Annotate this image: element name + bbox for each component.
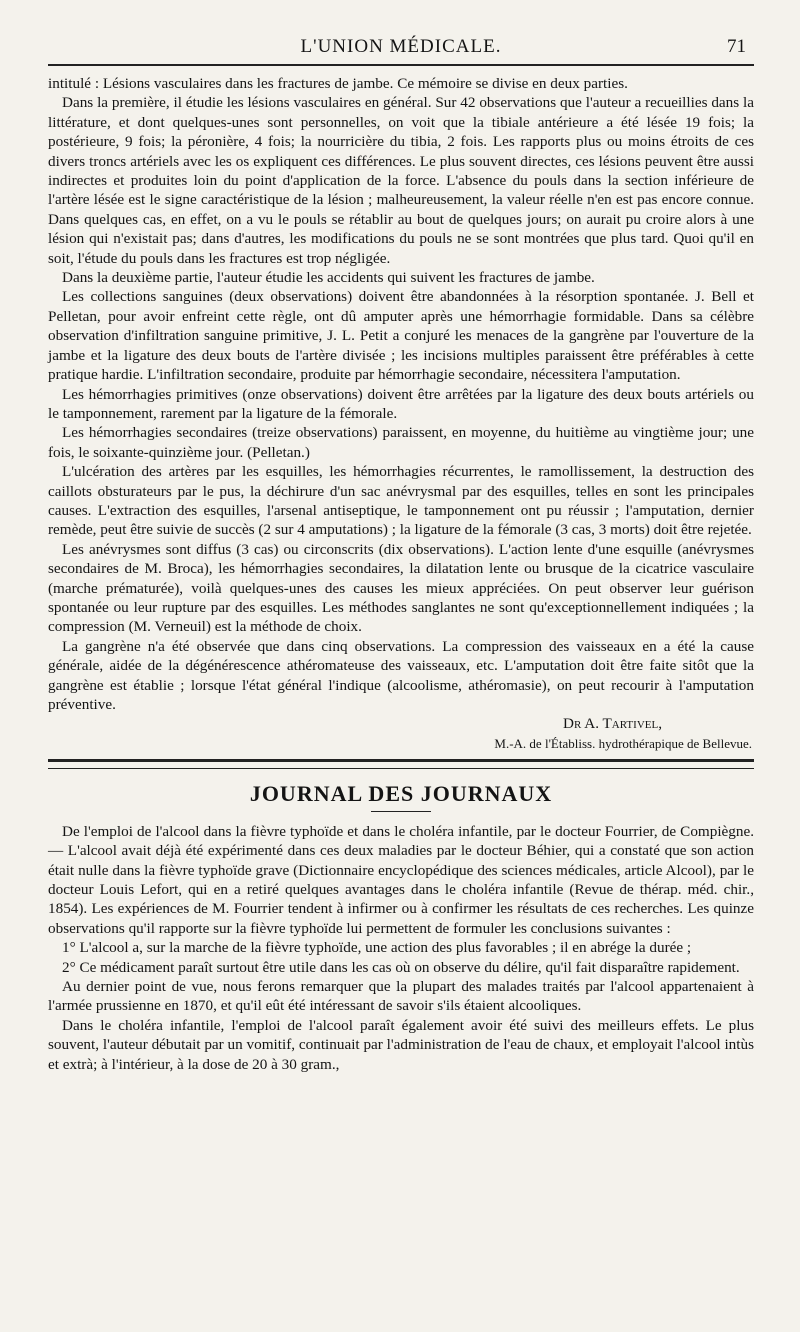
article1-paragraph-8: Les anévrysmes sont diffus (3 cas) ou circonscrits (dix observations). L'action lente d'une esquille (anévrysmes secondaires de M. Broca), les hémorrhagies secondaires, la dilatation lente ou brusque de la cicatrice vasculaire (marche prématurée), voilà quelques-unes des causes les mieux appréciées. On peut observer leur guérison spontanée ou leur rupture par des esquilles. Les méthodes sanglantes ne sont qu'exceptionnellement indiquées ; la compression (M. Verneuil) est la méthode de choix.: [48, 540, 754, 636]
article2-paragraph-2: 1° L'alcool a, sur la marche de la fièvre typhoïde, une action des plus favorables ; il en abrége la durée ;: [62, 939, 692, 957]
section-title: JOURNAL DES JOURNAUX: [249, 780, 553, 806]
article2-paragraph-3: 2° Ce médicament paraît surtout être utile dans les cas où on observe du délire, qu'il fait disparaître rapidement.: [62, 958, 740, 976]
section-divider: [48, 759, 754, 769]
title-underline: [371, 811, 431, 812]
page-body: [48, 74, 754, 1074]
article1-paragraph-3: Dans la deuxième partie, l'auteur étudie les accidents qui suivent les fractures de jambe.: [62, 269, 595, 287]
running-title: L'UNION MÉDICALE.: [300, 36, 502, 57]
author-affiliation: M.-A. de l'Établiss. hydrothérapique de Bellevue.: [494, 735, 752, 751]
author-signature: Dr A. Tartivel,: [562, 715, 662, 733]
article1-paragraph-6: Les hémorrhagies secondaires (treize observations) paraissent, en moyenne, du huitième au vingtième jour; une fois, le soixante-quinzième jour. (Pelletan.): [48, 424, 754, 461]
article2-paragraph-4: Au dernier point de vue, nous ferons remarquer que la plupart des malades traités par l'alcool appartenaient à l'armée prussienne en 1870, et qu'il eût été intéressant de savoir s'ils étaient alcooliques.: [48, 978, 754, 1015]
page-number: 71: [727, 36, 746, 57]
article2-paragraph-5: Dans le choléra infantile, l'emploi de l'alcool paraît également avoir été suivi des meilleurs effets. Le plus souvent, l'auteur débutait par un vomitif, continuait par l'administration de l'eau de chaux, et employait l'alcool intùs et extrà; à l'intérieur, à la dose de 20 à 30 gram.,: [48, 1016, 754, 1073]
article1-paragraph-4: Les collections sanguines (deux observations) doivent être abandonnées à la résorption spontanée. J. Bell et Pelletan, pour avoir enfreint cette règle, ont dû amputer après une hémorrhagie formidable. Dans sa célèbre observation d'infiltration sanguine primitive, J. L. Petit a conjuré les menaces de la gangrène par l'ouverture de la jambe et la ligature des deux bouts de l'artère divisée ; les incisions multiples paraissent être préférables à cette pratique hardie. L'infiltration secondaire, produite par hémorrhagie secondaire, nécessitera l'amputation.: [48, 288, 754, 384]
header-rule: [48, 64, 754, 66]
article2-paragraph-1: De l'emploi de l'alcool dans la fièvre typhoïde et dans le choléra infantile, par le docteur Fourrier, de Compiègne. — L'alcool avait déjà été expérimenté dans ces deux maladies par le docteur Béhier, qui a constaté que son action était nulle dans la fièvre typhoïde grave (Dictionnaire encyclopédique des sciences médicales, article Alcool), par le docteur Louis Lefort, qui en a retiré quelques avantages dans le choléra infantile (Revue de thérap. méd. chir., 1854). Les expériences de M. Fourrier tendent à infirmer ou à confirmer les résultats de ces recherches. Les quinze observations qu'il rapporte sur la fièvre typhoïde lui permettent de formuler les conclusions suivantes :: [48, 822, 754, 937]
article1-paragraph-7: L'ulcération des artères par les esquilles, les hémorrhagies récurrentes, le ramollissement, la destruction des caillots obsturateurs par le pus, la déchirure d'un sac anévrysmal par des esquilles, telles en sont les principales causes. L'extraction des esquilles, l'arsenal antiseptique, le tamponnement ont pu réussir ; l'amputation, dernier remède, peut être suivie de succès (2 sur 4 amputations) ; la ligature de la fémorale (3 cas, 3 morts) doit être rejetée.: [48, 463, 754, 539]
article1-paragraph-2: Dans la première, il étudie les lésions vasculaires en général. Sur 42 observations que l'auteur a recueillies dans la littérature, et dont quelques-unes sont personnelles, on voit que la tibiale antérieure a été lésée 19 fois; la postérieure, 9 fois; la péronière, 4 fois; la nourricière du tibia, 2 fois. Les rapports plus ou moins étroits de ces divers troncs artériels avec les os expliquent ces différences. Le plus souvent directes, ces lésions peuvent être aussi indirectes et produites loin du point d'application de la force. L'absence du pouls dans la section inférieure de l'artère lésée est le signe caractéristique de la lésion ; malheureusement, la valeur réelle n'en est pas encore connue. Dans quelques cas, en effet, on a vu le pouls se rétablir au bout de quelques jours; on aurait pu croire alors à une lésion qui n'existait pas; dans d'autres, les modifications du pouls ne se sont montrées que plus tard. Quoi qu'il en soit, l'étude du pouls dans les fractures est trop négligée.: [48, 94, 754, 267]
article1-paragraph-5: Les hémorrhagies primitives (onze observations) doivent être arrêtées par la ligature des deux bouts artériels ou le tamponnement, rarement par la ligature de la fémorale.: [48, 385, 754, 422]
article1-paragraph-1: intitulé : Lésions vasculaires dans les fractures de jambe. Ce mémoire se divise en deux parties.: [48, 75, 628, 92]
page-header: [48, 34, 754, 64]
article1-paragraph-9: La gangrène n'a été observée que dans cinq observations. La compression des vaisseaux en a été la cause générale, aidée de la dégénérescence athéromateuse des vaisseaux, etc. L'amputation doit être faite sitôt que la gangrène est établie ; lorsque l'état général l'indique (alcoolisme, athéromasie), on peut recourir à l'amputation préventive.: [48, 637, 754, 713]
